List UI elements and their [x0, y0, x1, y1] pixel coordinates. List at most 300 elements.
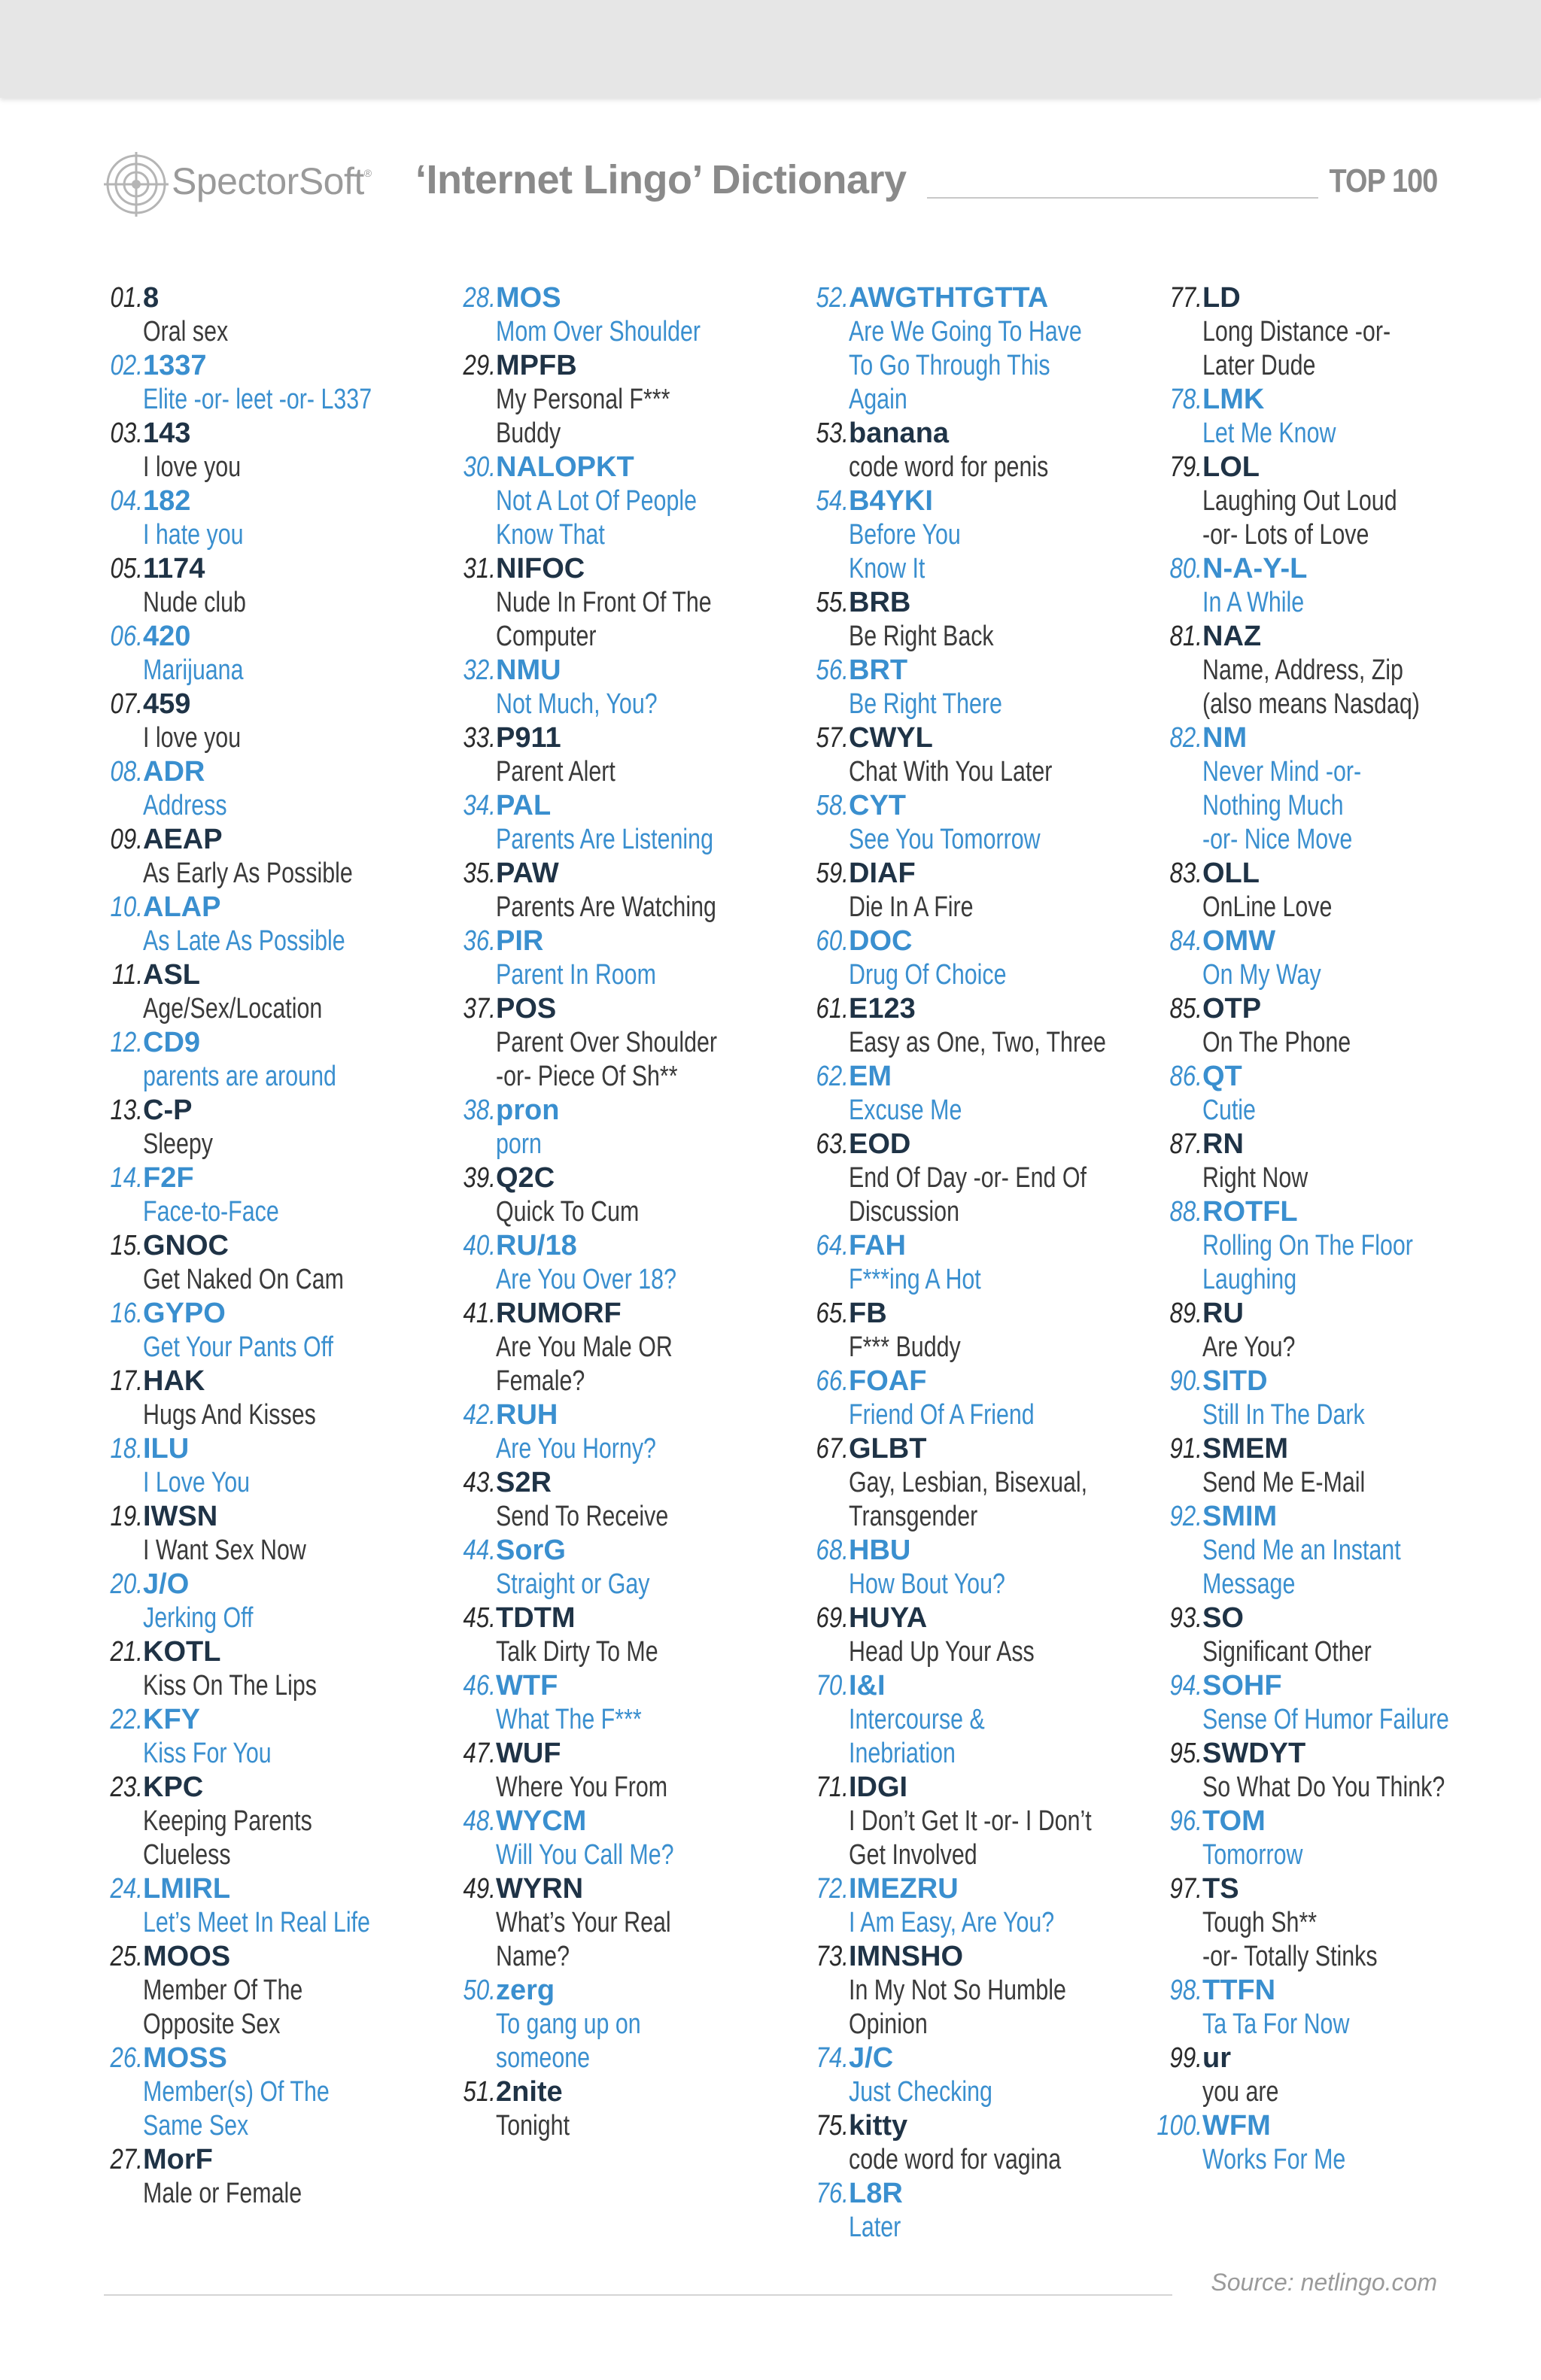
- entry-number: 88.: [1169, 1196, 1202, 1228]
- lingo-entry: [1163, 1500, 1517, 1601]
- lingo-entry: [457, 1297, 810, 1398]
- entry-abbreviation: GYPO: [143, 1298, 226, 1329]
- entry-abbreviation: ASL: [143, 959, 200, 991]
- lingo-entry: [457, 281, 810, 349]
- entry-code-line: [810, 281, 1163, 315]
- entry-abbreviation: OTP: [1202, 993, 1262, 1025]
- entry-number: 90.: [1169, 1365, 1202, 1397]
- entry-definition: I love you: [143, 722, 242, 754]
- lingo-entry: [104, 1094, 457, 1161]
- entry-definition: Be Right Back: [849, 621, 994, 652]
- crosshair-logo-icon: [104, 152, 169, 217]
- entry-definition: Same Sex: [143, 2110, 249, 2142]
- entry-number: 50.: [463, 1975, 496, 2006]
- entry-code-line: [1163, 1737, 1517, 1771]
- entry-definition: Address: [143, 790, 227, 821]
- entry-abbreviation: SMIM: [1202, 1501, 1278, 1532]
- entry-abbreviation: SWDYT: [1202, 1738, 1306, 1769]
- entry-definition: Tough Sh**: [1202, 1907, 1318, 1938]
- entry-definition: To gang up on: [496, 2008, 641, 2040]
- entry-number: 25.: [110, 1941, 143, 1972]
- entry-definition: Parent Alert: [496, 756, 615, 788]
- lingo-entry: [457, 1974, 810, 2075]
- entry-abbreviation: MOOS: [143, 1941, 231, 1972]
- entry-code-line: [810, 1365, 1163, 1398]
- entry-code-line: [810, 654, 1163, 688]
- source-credit: Source: netlingo.com: [1211, 2269, 1437, 2296]
- entry-code-line: [810, 1060, 1163, 1094]
- entry-abbreviation: NM: [1202, 722, 1248, 754]
- entry-abbreviation: FAH: [849, 1230, 906, 1261]
- entry-number: 59.: [816, 858, 849, 889]
- entry-number: 44.: [463, 1535, 496, 1566]
- entry-definition: Straight or Gay: [496, 1568, 650, 1600]
- entry-definition: Chat With You Later: [849, 756, 1053, 788]
- lingo-entry: [104, 1365, 457, 1432]
- entry-number: 97.: [1169, 1873, 1202, 1905]
- entry-abbreviation: RU: [1202, 1298, 1244, 1329]
- lingo-entry: [104, 552, 457, 620]
- entry-definition: Nothing Much: [1202, 790, 1344, 821]
- entry-definition: Elite -or- leet -or- L337: [143, 384, 372, 415]
- entry-abbreviation: LMIRL: [143, 1873, 231, 1905]
- entry-definition: Send Me an Instant: [1202, 1535, 1401, 1566]
- lingo-entry: [810, 721, 1163, 789]
- entry-code-line: [104, 891, 457, 924]
- entry-definition: Excuse Me: [849, 1094, 962, 1126]
- lingo-entry: [1163, 1601, 1517, 1669]
- lingo-entry: [1163, 1669, 1517, 1737]
- lingo-entry: [810, 789, 1163, 857]
- entry-definition: On The Phone: [1202, 1027, 1351, 1058]
- entry-number: 56.: [816, 654, 849, 686]
- entry-code-line: [1163, 1297, 1517, 1331]
- entry-definition: Not Much, You?: [496, 688, 658, 720]
- entry-number: 19.: [110, 1501, 143, 1532]
- entry-number: 17.: [110, 1365, 143, 1397]
- entry-definition: Ta Ta For Now: [1202, 2008, 1350, 2040]
- entry-number: 41.: [463, 1298, 496, 1329]
- entry-code-line: [104, 1500, 457, 1534]
- entry-abbreviation: DOC: [849, 925, 913, 957]
- entry-number: 22.: [110, 1704, 143, 1735]
- entry-code-line: [457, 1974, 810, 2008]
- entry-code-line: [457, 1601, 810, 1635]
- entry-code-line: [1163, 552, 1517, 586]
- lingo-entry: [810, 2177, 1163, 2245]
- entry-code-line: [1163, 2042, 1517, 2075]
- entry-number: 99.: [1169, 2042, 1202, 2074]
- lingo-entry: [1163, 620, 1517, 721]
- entry-number: 39.: [463, 1162, 496, 1194]
- entry-number: 77.: [1169, 282, 1202, 314]
- entry-abbreviation: MPFB: [496, 350, 577, 381]
- entry-code-line: [104, 1771, 457, 1805]
- entry-code-line: [810, 1534, 1163, 1568]
- entry-abbreviation: NMU: [496, 654, 561, 686]
- entry-abbreviation: TS: [1202, 1873, 1239, 1905]
- lingo-entry: [810, 1940, 1163, 2042]
- entry-definition: Head Up Your Ass: [849, 1636, 1035, 1668]
- entry-definition: Significant Other: [1202, 1636, 1372, 1668]
- entry-abbreviation: 2nite: [496, 2076, 563, 2108]
- lingo-entry: [810, 1060, 1163, 1128]
- lingo-entry: [457, 552, 810, 654]
- entry-number: 31.: [463, 553, 496, 584]
- entry-definition: I Want Sex Now: [143, 1535, 306, 1566]
- entry-code-line: [457, 1094, 810, 1128]
- entry-code-line: [457, 1805, 810, 1838]
- entry-definition: Again: [849, 384, 907, 415]
- entry-abbreviation: CWYL: [849, 722, 933, 754]
- entry-code-line: [104, 958, 457, 992]
- entry-number: 83.: [1169, 858, 1202, 889]
- entry-number: 38.: [463, 1094, 496, 1126]
- entry-number: 37.: [463, 993, 496, 1025]
- entry-definition: Just Checking: [849, 2076, 992, 2108]
- entry-code-line: [810, 1432, 1163, 1466]
- entry-code-line: [104, 1365, 457, 1398]
- entry-abbreviation: PAW: [496, 858, 559, 889]
- entry-definition: Face-to-Face: [143, 1196, 279, 1228]
- entry-definition: On My Way: [1202, 959, 1321, 991]
- entry-code-line: [457, 1669, 810, 1703]
- entry-code-line: [457, 1872, 810, 1906]
- entry-code-line: [104, 2143, 457, 2177]
- entry-definition: Member Of The: [143, 1975, 303, 2006]
- entry-abbreviation: SMEM: [1202, 1433, 1288, 1465]
- entry-abbreviation: CYT: [849, 790, 906, 821]
- entry-definition: Cutie: [1202, 1094, 1256, 1126]
- entry-abbreviation: POS: [496, 993, 557, 1025]
- lingo-entry: [457, 1534, 810, 1601]
- entry-code-line: [104, 1026, 457, 1060]
- entry-code-line: [457, 857, 810, 891]
- entry-definition: Sense Of Humor Failure: [1202, 1704, 1449, 1735]
- lingo-entry: [457, 1094, 810, 1161]
- entry-definition: -or- Nice Move: [1202, 824, 1353, 855]
- entry-number: 61.: [816, 993, 849, 1025]
- entry-definition: My Personal F***: [496, 384, 670, 415]
- entry-abbreviation: L8R: [849, 2178, 903, 2209]
- entry-definition: I hate you: [143, 519, 244, 551]
- entry-definition: Keeping Parents: [143, 1805, 312, 1837]
- entry-number: 40.: [463, 1230, 496, 1261]
- entry-definition: Be Right There: [849, 688, 1002, 720]
- lingo-entry: [457, 789, 810, 857]
- entry-code-line: [104, 1161, 457, 1195]
- entry-code-line: [104, 1432, 457, 1466]
- entry-abbreviation: C-P: [143, 1094, 193, 1126]
- entry-abbreviation: OMW: [1202, 925, 1276, 957]
- entry-number: 47.: [463, 1738, 496, 1769]
- entry-number: 73.: [816, 1941, 849, 1972]
- entry-definition: Before You: [849, 519, 961, 551]
- entry-definition: Mom Over Shoulder: [496, 316, 701, 348]
- lingo-entry: [104, 1568, 457, 1635]
- column-3: [810, 281, 1163, 2245]
- entry-code-line: [1163, 1974, 1517, 2008]
- entry-definition: In My Not So Humble: [849, 1975, 1066, 2006]
- entry-number: 55.: [816, 587, 849, 618]
- entry-number: 71.: [816, 1771, 849, 1803]
- entry-number: 26.: [110, 2042, 143, 2074]
- entry-definition: Send To Receive: [496, 1501, 669, 1532]
- lingo-entry: [810, 654, 1163, 721]
- entry-code-line: [810, 857, 1163, 891]
- entry-definition: code word for penis: [849, 451, 1049, 483]
- entry-definition: someone: [496, 2042, 591, 2074]
- lingo-entry: [810, 1432, 1163, 1534]
- entry-abbreviation: DIAF: [849, 858, 916, 889]
- lingo-entry: [104, 1635, 457, 1703]
- entry-code-line: [457, 924, 810, 958]
- entry-definition: OnLine Love: [1202, 891, 1333, 923]
- entry-number: 24.: [110, 1873, 143, 1905]
- entry-definition: (also means Nasdaq): [1202, 688, 1420, 720]
- entry-code-line: [1163, 992, 1517, 1026]
- entry-code-line: [1163, 1195, 1517, 1229]
- entry-number: 14.: [110, 1162, 143, 1194]
- entry-definition: Know That: [496, 519, 605, 551]
- entry-number: 76.: [816, 2178, 849, 2209]
- entry-abbreviation: WFM: [1202, 2110, 1271, 2142]
- entry-abbreviation: KFY: [143, 1704, 200, 1735]
- entry-number: 89.: [1169, 1298, 1202, 1329]
- top-bar: [0, 0, 1541, 98]
- entry-number: 66.: [816, 1365, 849, 1397]
- lingo-entry: [457, 1398, 810, 1466]
- lingo-entry: [457, 1805, 810, 1872]
- entry-abbreviation: ALAP: [143, 891, 221, 923]
- lingo-entry: [457, 924, 810, 992]
- entry-number: 60.: [816, 925, 849, 957]
- entry-definition: Opinion: [849, 2008, 928, 2040]
- entry-abbreviation: AWGTHTGTTA: [849, 282, 1049, 314]
- entry-abbreviation: Q2C: [496, 1162, 555, 1194]
- entry-code-line: [457, 1466, 810, 1500]
- entry-abbreviation: LD: [1202, 282, 1241, 314]
- lingo-entry: [1163, 1365, 1517, 1432]
- entry-number: 32.: [463, 654, 496, 686]
- entry-number: 84.: [1169, 925, 1202, 957]
- entry-code-line: [1163, 281, 1517, 315]
- lingo-entry: [457, 2075, 810, 2143]
- entry-definition: Are You Horny?: [496, 1433, 656, 1465]
- entry-number: 27.: [110, 2144, 143, 2175]
- lingo-entry: [1163, 924, 1517, 992]
- lingo-entry: [457, 857, 810, 924]
- entry-code-line: [457, 789, 810, 823]
- lingo-entry: [457, 1669, 810, 1737]
- entry-number: 64.: [816, 1230, 849, 1261]
- entry-definition: Laughing: [1202, 1264, 1297, 1295]
- lingo-entry: [104, 349, 457, 417]
- lingo-entry: [104, 1297, 457, 1365]
- entry-definition: Parent In Room: [496, 959, 656, 991]
- entry-definition: Laughing Out Loud: [1202, 485, 1397, 517]
- entry-code-line: [1163, 1128, 1517, 1161]
- entry-number: 42.: [463, 1399, 496, 1431]
- entry-number: 10.: [110, 891, 143, 923]
- entry-abbreviation: IWSN: [143, 1501, 218, 1532]
- entry-definition: Transgender: [849, 1501, 978, 1532]
- entry-definition: As Early As Possible: [143, 858, 353, 889]
- entry-number: 23.: [110, 1771, 143, 1803]
- entry-code-line: [810, 484, 1163, 518]
- entry-definition: Marijuana: [143, 654, 244, 686]
- brand-name: SpectorSoft®: [172, 160, 372, 202]
- lingo-entry: [457, 992, 810, 1094]
- entry-definition: porn: [496, 1128, 542, 1160]
- entry-definition: Never Mind -or-: [1202, 756, 1362, 788]
- entry-definition: Long Distance -or-: [1202, 316, 1391, 348]
- entry-definition: As Late As Possible: [143, 925, 345, 957]
- entry-definition: F***ing A Hot: [849, 1264, 981, 1295]
- entry-code-line: [1163, 620, 1517, 654]
- lingo-entry: [1163, 1432, 1517, 1500]
- entry-number: 08.: [110, 756, 143, 788]
- entry-code-line: [810, 1229, 1163, 1263]
- lingo-entry: [104, 2042, 457, 2143]
- entry-definition: I Love You: [143, 1467, 251, 1498]
- entry-code-line: [1163, 383, 1517, 417]
- top-100-label: TOP 100: [1328, 162, 1437, 199]
- entry-code-line: [457, 1297, 810, 1331]
- entry-code-line: [810, 789, 1163, 823]
- entry-code-line: [104, 281, 457, 315]
- entry-abbreviation: MorF: [143, 2144, 213, 2175]
- lingo-entry: [810, 417, 1163, 484]
- entry-number: 28.: [463, 282, 496, 314]
- entry-number: 63.: [816, 1128, 849, 1160]
- entry-number: 52.: [816, 282, 849, 314]
- lingo-entry: [104, 1771, 457, 1872]
- lingo-entry: [457, 1161, 810, 1229]
- entry-number: 94.: [1169, 1670, 1202, 1702]
- entry-abbreviation: KOTL: [143, 1636, 221, 1668]
- entry-definition: Right Now: [1202, 1162, 1308, 1194]
- lingo-entry: [104, 1229, 457, 1297]
- entry-abbreviation: TOM: [1202, 1805, 1266, 1837]
- entry-code-line: [1163, 1872, 1517, 1906]
- entry-abbreviation: GLBT: [849, 1433, 927, 1465]
- entry-code-line: [810, 2109, 1163, 2143]
- entry-code-line: [457, 1534, 810, 1568]
- entry-abbreviation: banana: [849, 417, 950, 449]
- entry-abbreviation: WTF: [496, 1670, 558, 1702]
- entry-abbreviation: ur: [1202, 2042, 1231, 2074]
- lingo-entry: [104, 484, 457, 552]
- entry-definition: parents are around: [143, 1061, 336, 1092]
- entry-abbreviation: PIR: [496, 925, 544, 957]
- entry-definition: Parent Over Shoulder: [496, 1027, 718, 1058]
- entry-definition: Oral sex: [143, 316, 229, 348]
- entry-number: 96.: [1169, 1805, 1202, 1837]
- lingo-entry: [1163, 1737, 1517, 1805]
- entry-definition: Are You Over 18?: [496, 1264, 676, 1295]
- entry-code-line: [457, 992, 810, 1026]
- lingo-entry: [1163, 451, 1517, 552]
- lingo-entry: [457, 1466, 810, 1534]
- lingo-entry: [810, 1534, 1163, 1601]
- entry-abbreviation: 1174: [143, 553, 205, 584]
- entry-abbreviation: RUMORF: [496, 1298, 622, 1329]
- entry-number: 05.: [110, 553, 143, 584]
- entry-definition: Drug Of Choice: [849, 959, 1007, 991]
- entry-code-line: [104, 755, 457, 789]
- entry-abbreviation: RU/18: [496, 1230, 577, 1261]
- lingo-entry: [104, 620, 457, 688]
- entry-abbreviation: FB: [849, 1298, 887, 1329]
- entry-code-line: [104, 620, 457, 654]
- entry-definition: Parents Are Watching: [496, 891, 716, 923]
- entry-number: 82.: [1169, 722, 1202, 754]
- entry-definition: Hugs And Kisses: [143, 1399, 316, 1431]
- entry-definition: Age/Sex/Location: [143, 993, 323, 1025]
- entry-number: 67.: [816, 1433, 849, 1465]
- entry-abbreviation: kitty: [849, 2110, 908, 2142]
- entry-abbreviation: QT: [1202, 1061, 1242, 1092]
- entry-code-line: [457, 1398, 810, 1432]
- entry-code-line: [1163, 924, 1517, 958]
- entry-definition: Nude club: [143, 587, 246, 618]
- entry-abbreviation: 459: [143, 688, 191, 720]
- entry-definition: code word for vagina: [849, 2144, 1062, 2175]
- lingo-entry: [104, 1940, 457, 2042]
- entry-definition: Opposite Sex: [143, 2008, 281, 2040]
- lingo-entry: [1163, 552, 1517, 620]
- entry-code-line: [1163, 1669, 1517, 1703]
- entry-number: 12.: [110, 1027, 143, 1058]
- entry-abbreviation: TTFN: [1202, 1975, 1276, 2006]
- entry-definition: Get Naked On Cam: [143, 1264, 344, 1295]
- lingo-entry: [1163, 1297, 1517, 1365]
- entry-definition: Die In A Fire: [849, 891, 974, 923]
- lingo-entry: [1163, 2042, 1517, 2109]
- entry-abbreviation: CD9: [143, 1027, 201, 1058]
- entry-abbreviation: IMNSHO: [849, 1941, 963, 1972]
- entry-abbreviation: HBU: [849, 1535, 911, 1566]
- lingo-entry: [1163, 1974, 1517, 2042]
- entry-number: 65.: [816, 1298, 849, 1329]
- entry-definition: What The F***: [496, 1704, 642, 1735]
- entry-number: 58.: [816, 790, 849, 821]
- entry-abbreviation: B4YKI: [849, 485, 933, 517]
- entry-definition: you are: [1202, 2076, 1279, 2108]
- header: [0, 143, 1541, 226]
- entry-abbreviation: 1337: [143, 350, 207, 381]
- entry-definition: Not A Lot Of People: [496, 485, 698, 517]
- entry-definition: Name?: [496, 1941, 570, 1972]
- lingo-entry: [104, 1500, 457, 1568]
- lingo-entry: [1163, 1195, 1517, 1297]
- entry-definition: Later Dude: [1202, 350, 1316, 381]
- lingo-entry: [810, 857, 1163, 924]
- entry-abbreviation: 420: [143, 621, 191, 652]
- footer-rule: [104, 2294, 1172, 2296]
- entry-code-line: [104, 688, 457, 721]
- entry-number: 43.: [463, 1467, 496, 1498]
- entry-number: 15.: [110, 1230, 143, 1261]
- entry-definition: Rolling On The Floor: [1202, 1230, 1413, 1261]
- entry-code-line: [104, 823, 457, 857]
- entry-abbreviation: N-A-Y-L: [1202, 553, 1308, 584]
- entry-number: 75.: [816, 2110, 849, 2142]
- entry-number: 53.: [816, 417, 849, 449]
- entry-abbreviation: S2R: [496, 1467, 552, 1498]
- entry-number: 51.: [463, 2076, 496, 2108]
